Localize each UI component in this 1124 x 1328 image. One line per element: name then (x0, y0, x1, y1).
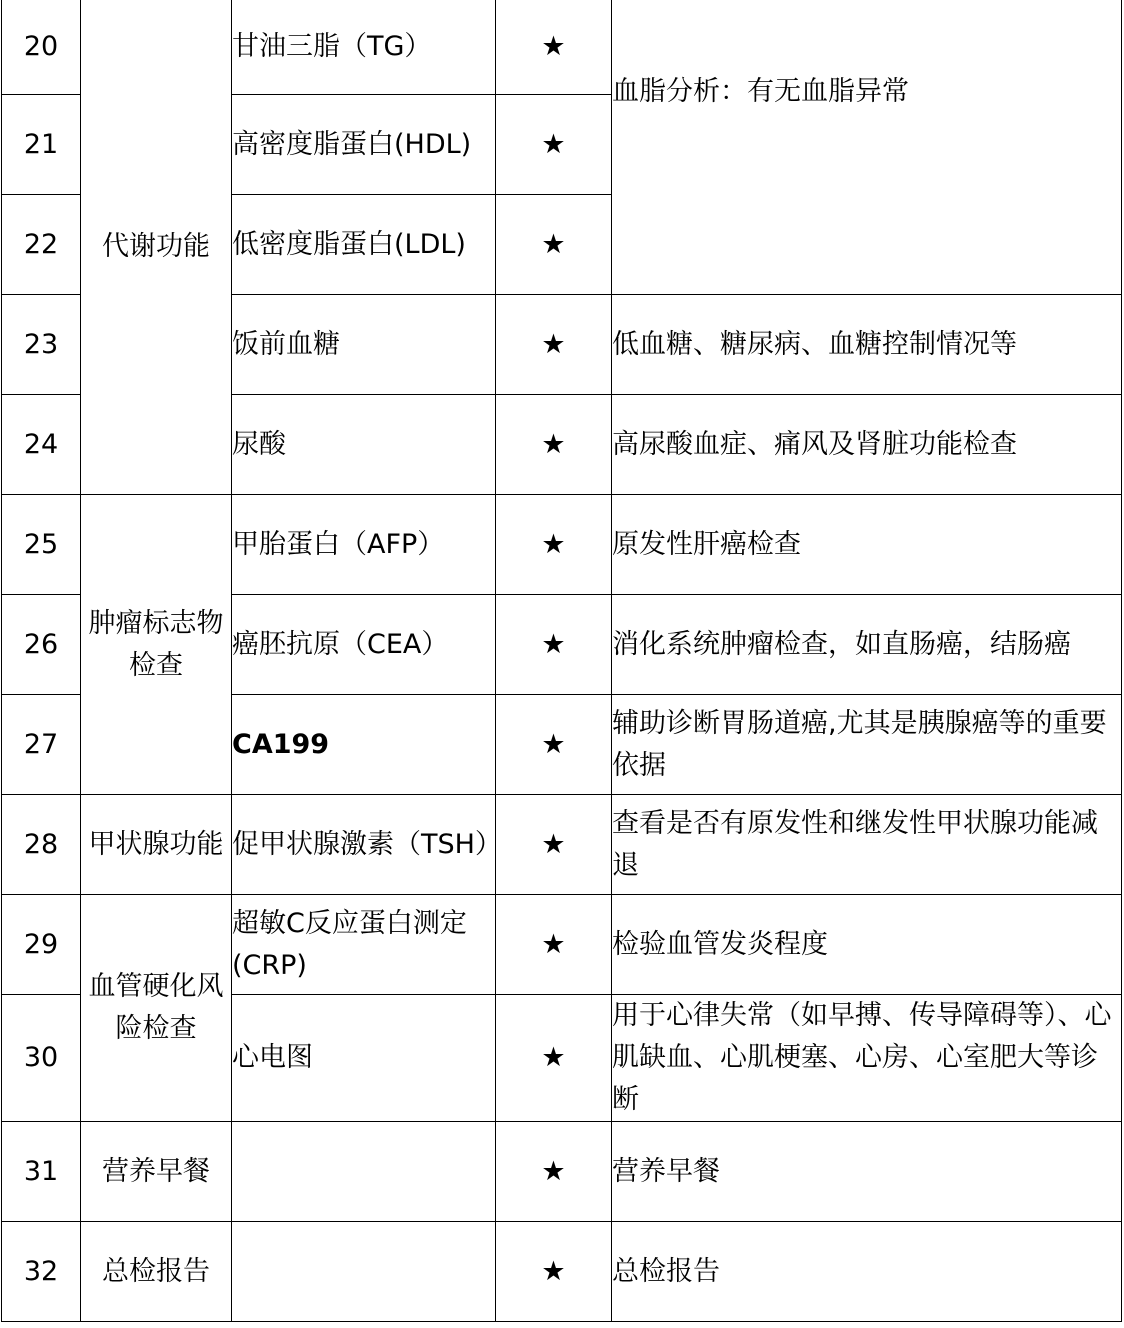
description: 用于心律失常（如早搏、传导障碍等）、心肌缺血、心肌梗塞、心房、心室肥大等诊断 (612, 995, 1122, 1122)
row-number: 22 (2, 195, 81, 295)
description: 原发性肝癌检查 (612, 495, 1122, 595)
table-row (2, 1122, 1122, 1222)
row-number: 25 (2, 495, 81, 595)
exam-item: 高密度脂蛋白(HDL) (232, 95, 496, 195)
exam-item-empty (232, 1122, 496, 1222)
table-row (2, 795, 1122, 895)
description: 营养早餐 (612, 1122, 1122, 1222)
star-mark: ★ (496, 95, 612, 195)
row-number: 28 (2, 795, 81, 895)
exam-item: 癌胚抗原（CEA） (232, 595, 496, 695)
category-report: 总检报告 (81, 1222, 232, 1322)
exam-items-table (1, 0, 1122, 1322)
category-vascular: 血管硬化风险检查 (81, 895, 232, 1122)
description: 高尿酸血症、痛风及肾脏功能检查 (612, 395, 1122, 495)
description: 消化系统肿瘤检查，如直肠癌，结肠癌 (612, 595, 1122, 695)
star-mark: ★ (496, 595, 612, 695)
table-row (2, 495, 1122, 595)
description: 查看是否有原发性和继发性甲状腺功能减退 (612, 795, 1122, 895)
star-mark: ★ (496, 195, 612, 295)
exam-item: 饭前血糖 (232, 295, 496, 395)
row-number: 27 (2, 695, 81, 795)
row-number: 20 (2, 0, 81, 95)
table-row (2, 0, 1122, 95)
description: 总检报告 (612, 1222, 1122, 1322)
row-number: 21 (2, 95, 81, 195)
category-metabolic: 代谢功能 (81, 0, 232, 495)
exam-item: 心电图 (232, 995, 496, 1122)
star-mark: ★ (496, 0, 612, 95)
exam-item: CA199 (232, 695, 496, 795)
exam-item: 甘油三脂（TG） (232, 0, 496, 95)
exam-item-empty (232, 1222, 496, 1322)
row-number: 24 (2, 395, 81, 495)
star-mark: ★ (496, 395, 612, 495)
category-tumor-markers: 肿瘤标志物检查 (81, 495, 232, 795)
star-mark: ★ (496, 295, 612, 395)
star-mark: ★ (496, 695, 612, 795)
exam-item: 超敏C反应蛋白测定(CRP) (232, 895, 496, 995)
exam-item: 尿酸 (232, 395, 496, 495)
description: 检验血管发炎程度 (612, 895, 1122, 995)
star-mark: ★ (496, 895, 612, 995)
description: 辅助诊断胃肠道癌,尤其是胰腺癌等的重要依据 (612, 695, 1122, 795)
star-mark: ★ (496, 1222, 612, 1322)
table-row (2, 895, 1122, 995)
star-mark: ★ (496, 1122, 612, 1222)
exam-item: 甲胎蛋白（AFP） (232, 495, 496, 595)
category-breakfast: 营养早餐 (81, 1122, 232, 1222)
description-lipid: 血脂分析：有无血脂异常 (612, 0, 1122, 295)
star-mark: ★ (496, 495, 612, 595)
description: 低血糖、糖尿病、血糖控制情况等 (612, 295, 1122, 395)
star-mark: ★ (496, 795, 612, 895)
row-number: 30 (2, 995, 81, 1122)
star-mark: ★ (496, 995, 612, 1122)
row-number: 31 (2, 1122, 81, 1222)
table-row (2, 1222, 1122, 1322)
row-number: 26 (2, 595, 81, 695)
row-number: 32 (2, 1222, 81, 1322)
exam-item: 促甲状腺激素（TSH） (232, 795, 496, 895)
row-number: 23 (2, 295, 81, 395)
category-thyroid: 甲状腺功能 (81, 795, 232, 895)
row-number: 29 (2, 895, 81, 995)
exam-item: 低密度脂蛋白(LDL) (232, 195, 496, 295)
